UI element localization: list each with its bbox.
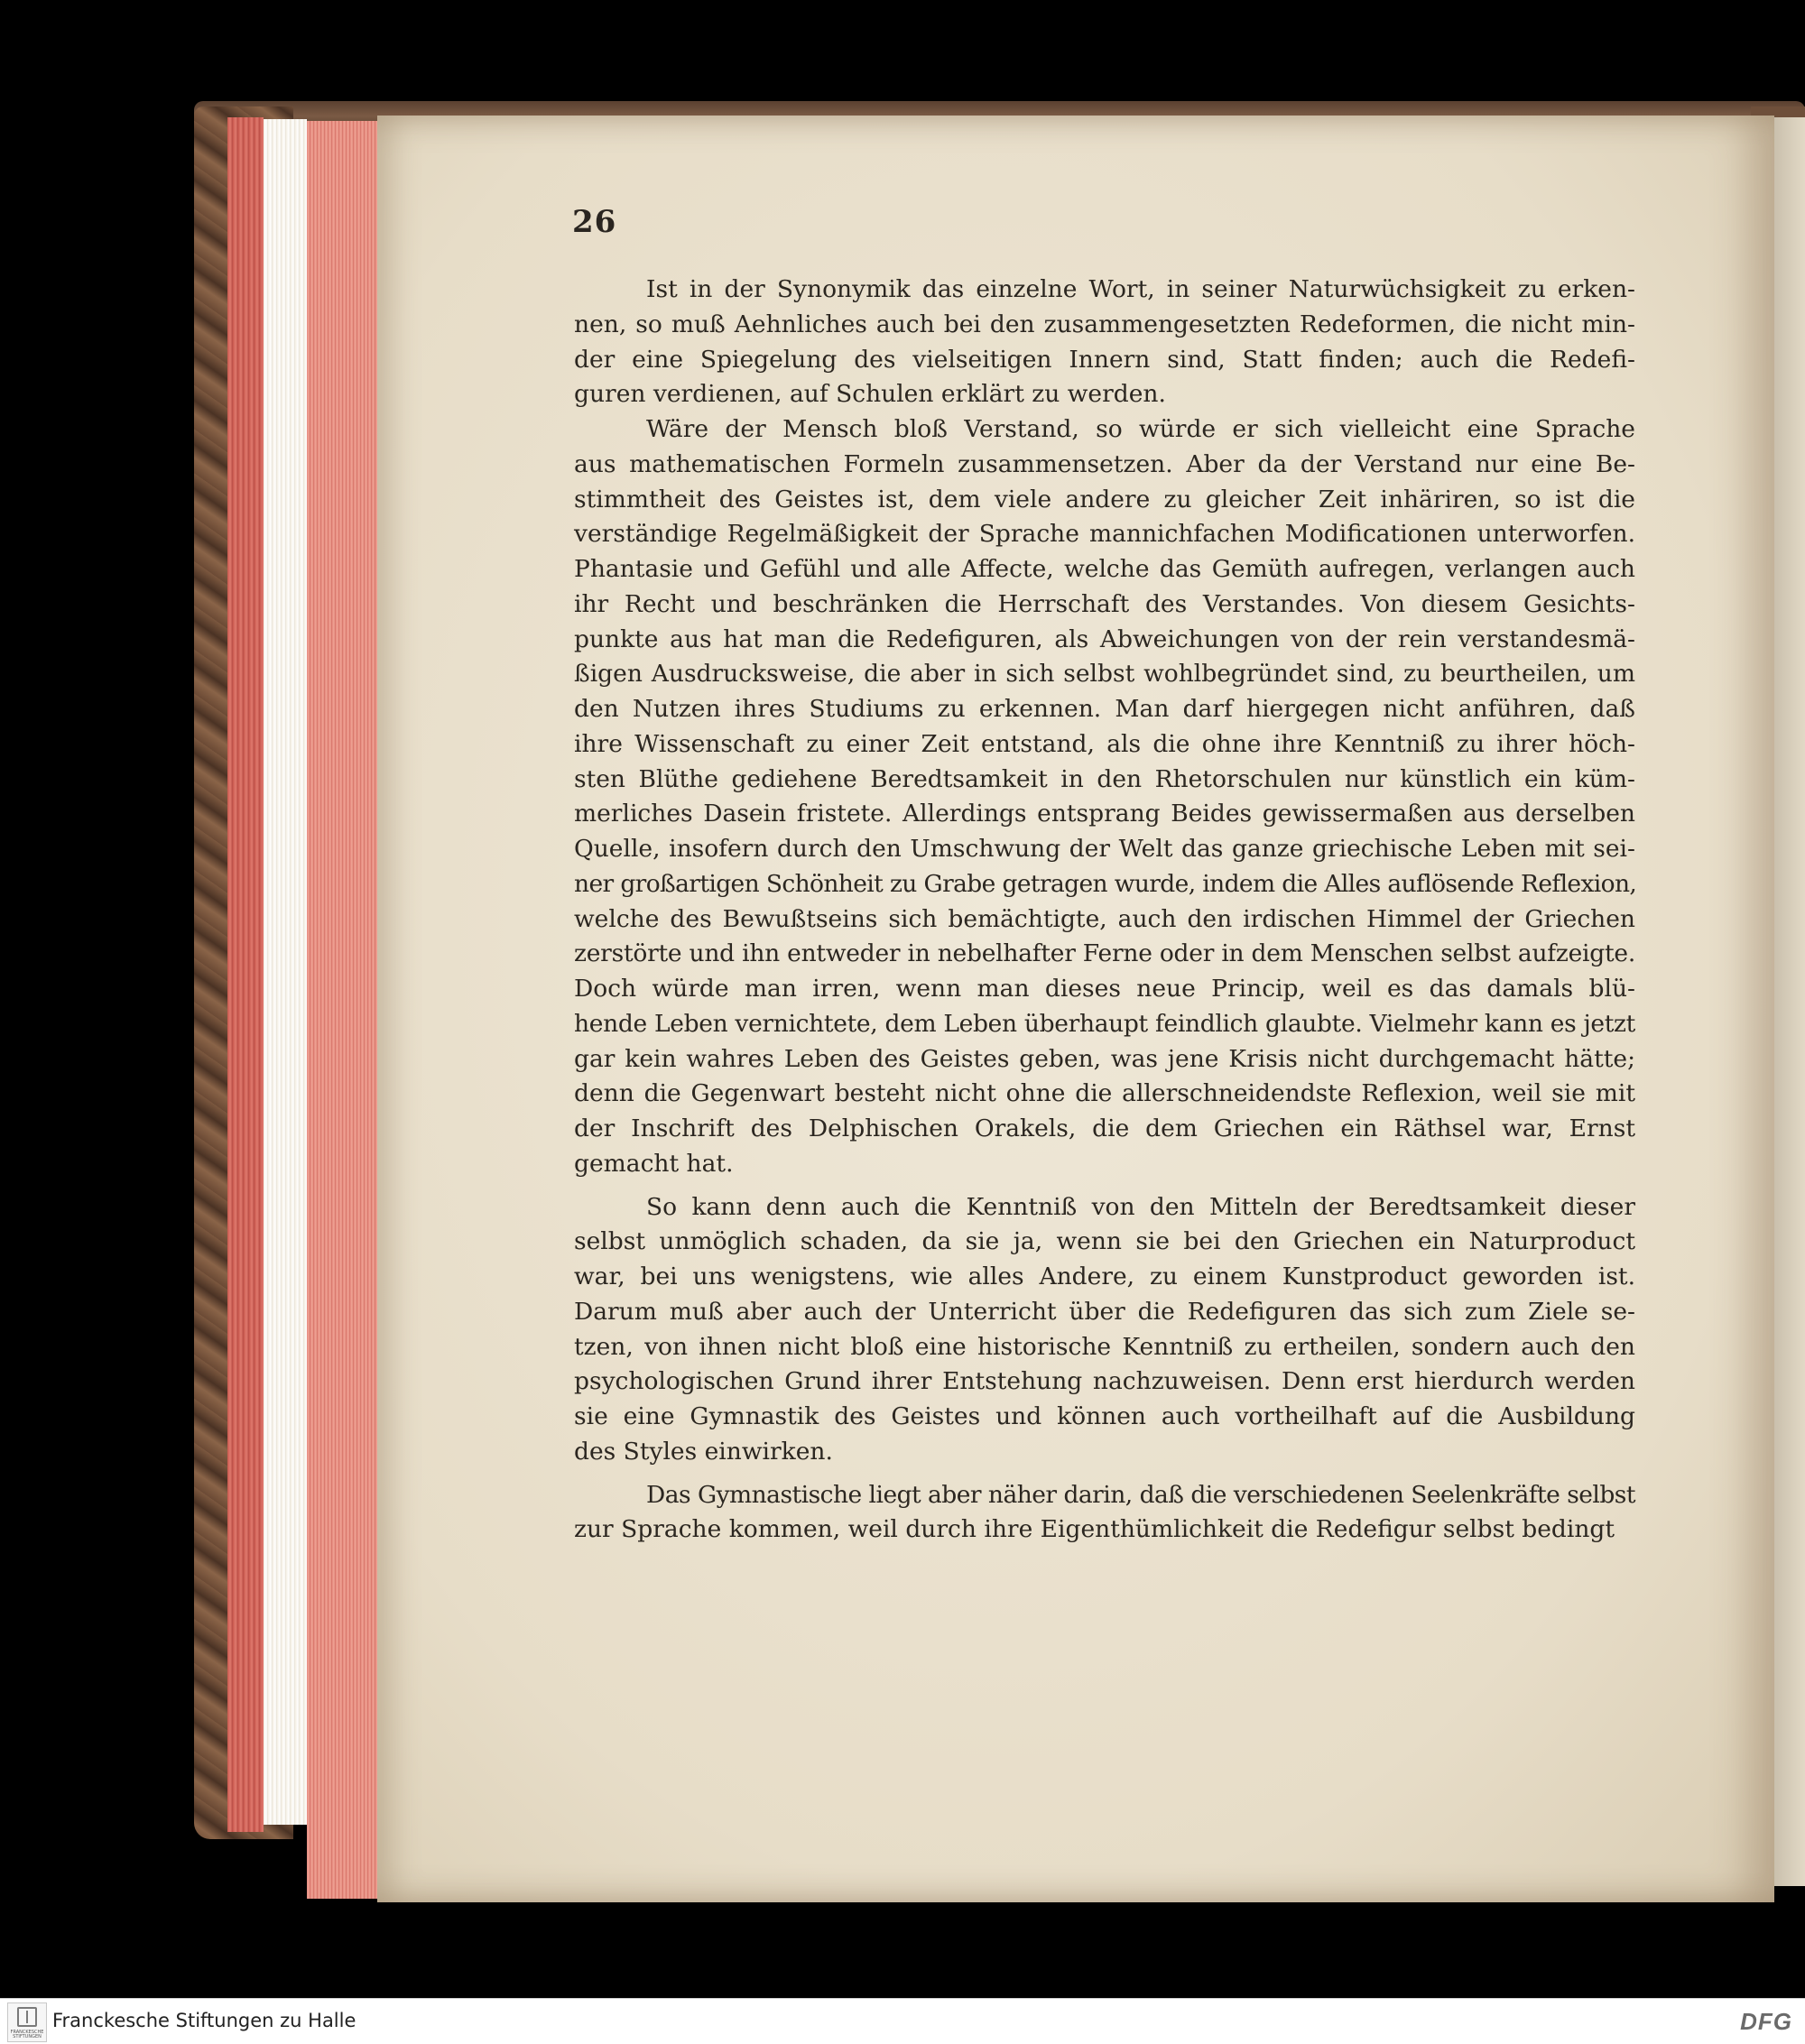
text-line: sie eine Gymnastik des Geistes und können auch vortheilhaft auf die Ausbildung bbox=[574, 1402, 1635, 1430]
text-line: sten Blüthe gediehene Beredtsamkeit in den Rhetorschulen nur künstlich ein küm- bbox=[574, 764, 1635, 793]
text-line: der eine Spiegelung des vielseitigen Innern sind, Statt finden; auch die Redefi- bbox=[574, 345, 1635, 374]
text-line: denn die Gegenwart besteht nicht ohne die allerschneidendste Reflexion, weil sie mit bbox=[574, 1079, 1635, 1108]
paragraph bbox=[574, 412, 1635, 1182]
text-line: aus mathematischen Formeln zusammensetzen. Aber da der Verstand nur eine Be- bbox=[574, 449, 1635, 478]
text-line: welche des Bewußtseins sich bemächtigte, auch den irdischen Himmel der Griechen bbox=[574, 904, 1635, 933]
logo-caption: FRANCKESCHE STIFTUNGEN bbox=[10, 2030, 44, 2039]
text-line: punkte aus hat man die Redefiguren, als Abweichungen von der rein verstandesmä- bbox=[574, 624, 1635, 653]
page-number: 26 bbox=[572, 204, 617, 240]
institution-name[interactable]: Franckesche Stiftungen zu Halle bbox=[52, 2010, 356, 2031]
page-edges-white bbox=[264, 119, 307, 1825]
text-line: zur Sprache kommen, weil durch ihre Eigenthümlichkeit die Redefigur selbst bedingt bbox=[574, 1515, 1615, 1544]
text-line: ihr Recht und beschränken die Herrschaft des Verstandes. Von diesem Gesichts- bbox=[574, 589, 1635, 618]
text-line: merliches Dasein fristete. Allerdings entsprang Beides gewissermaßen aus derselben bbox=[574, 800, 1635, 828]
page-text bbox=[574, 273, 1635, 1548]
text-line: zerstörte und ihn entweder in nebelhafter Ferne oder in dem Menschen selbst aufzeigte. bbox=[574, 939, 1636, 968]
page-edges-red bbox=[227, 117, 264, 1832]
text-line: guren verdienen, auf Schulen erklärt zu werden. bbox=[574, 380, 1166, 409]
text-line: psychologischen Grund ihrer Entstehung nachzuweisen. Denn erst hierdurch werden bbox=[574, 1367, 1635, 1396]
text-line: der Inschrift des Delphischen Orakels, die dem Griechen ein Räthsel war, Ernst bbox=[574, 1114, 1635, 1142]
text-line: Quelle, insofern durch den Umschwung der Welt das ganze griechische Leben mit sei- bbox=[574, 835, 1635, 863]
text-line: verständige Regelmäßigkeit der Sprache mannichfachen Modificationen unterworfen. bbox=[574, 520, 1635, 549]
text-line: Ist in der Synonymik das einzelne Wort, in seiner Naturwüchsigkeit zu erken- bbox=[646, 275, 1635, 303]
text-line: ßigen Ausdrucksweise, die aber in sich selbst wohlbegründet sind, zu beurtheilen, um bbox=[574, 660, 1635, 689]
text-line: gar kein wahres Leben des Geistes geben, was jene Krisis nicht durchgemacht hätte; bbox=[574, 1044, 1635, 1073]
text-line: Darum muß aber auch der Unterricht über die Redefiguren das sich zum Ziele se- bbox=[574, 1297, 1635, 1326]
text-line: Das Gymnastische liegt aber näher darin, daß die verschiedenen Seelenkräfte selbst bbox=[646, 1480, 1635, 1509]
text-line: ihre Wissenschaft zu einer Zeit entstand, als die ohne ihre Kenntniß zu ihrer höch- bbox=[574, 729, 1635, 758]
text-line: Doch würde man irren, wenn man dieses neue Princip, weil es das damals blü- bbox=[574, 975, 1635, 1003]
paragraph bbox=[574, 1190, 1635, 1470]
text-line: des Styles einwirken. bbox=[574, 1437, 833, 1466]
text-line: ner großartigen Schönheit zu Grabe getragen wurde, indem die Alles auflösende Reflexion, bbox=[574, 869, 1637, 898]
franckesche-stiftungen-logo-icon[interactable] bbox=[7, 2002, 47, 2042]
text-line: selbst unmöglich schaden, da sie ja, wenn sie bei den Griechen ein Naturproduct bbox=[574, 1227, 1635, 1256]
text-line: hende Leben vernichtete, dem Leben überhaupt feindlich glaubte. Vielmehr kann es jetzt bbox=[574, 1009, 1635, 1038]
text-line: gemacht hat. bbox=[574, 1149, 734, 1178]
text-line: tzen, von ihnen nicht bloß eine historische Kenntniß zu ertheilen, sondern auch den bbox=[574, 1332, 1635, 1361]
text-line: stimmtheit des Geistes ist, dem viele andere zu gleicher Zeit inhäriren, so ist die bbox=[574, 485, 1635, 513]
text-line: So kann denn auch die Kenntniß von den Mitteln der Beredtsamkeit dieser bbox=[646, 1192, 1635, 1221]
text-line: Phantasie und Gefühl und alle Affecte, welche das Gemüth aufregen, verlangen auch bbox=[574, 555, 1635, 583]
text-line: Wäre der Mensch bloß Verstand, so würde er sich vielleicht eine Sprache bbox=[646, 415, 1635, 443]
dfg-logo[interactable]: DFG bbox=[1740, 2008, 1792, 2035]
viewer-footer bbox=[0, 1998, 1805, 2044]
paragraph bbox=[574, 1478, 1635, 1549]
text-line: nen, so muß Aehnliches auch bei den zusammengesetzten Redeformen, die nicht min- bbox=[574, 310, 1635, 338]
paragraph bbox=[574, 273, 1635, 412]
logo-mark bbox=[17, 2007, 37, 2027]
text-line: war, bei uns wenigstens, wie alles Andere, zu einem Kunstproduct geworden ist. bbox=[574, 1262, 1635, 1290]
text-line: den Nutzen ihres Studiums zu erkennen. Man darf hiergegen nicht anführen, daß bbox=[574, 695, 1635, 723]
